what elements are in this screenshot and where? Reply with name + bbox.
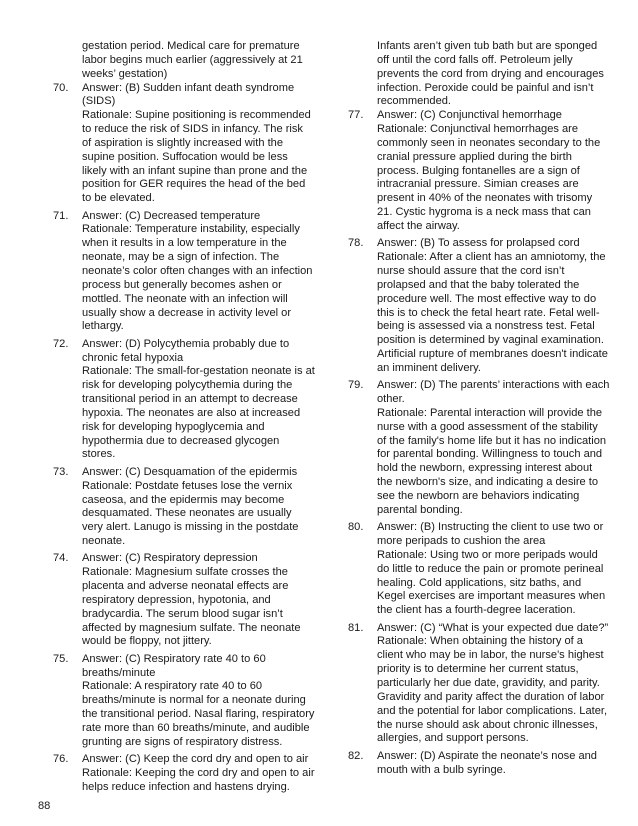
rationale-text: Rationale: Keeping the cord dry and open to air helps reduce infection and hastens drying. <box>82 767 315 793</box>
rationale-text: Rationale: Temperature instability, especially when it results in a low temperature in the neonate, may be a sign of infection. The neonate’s color often changes with an infection process but generally becomes ashen or mottled. The neonate with an infection will usually show a decrease in activity level or lethargy. <box>82 223 313 333</box>
answer-text: Answer: (D) Polycythemia probably due to chronic fetal hypoxia <box>82 337 290 364</box>
item-number: 70. <box>53 81 69 94</box>
rationale-text: Rationale: Postdate fetuses lose the vernix caseosa, and the epidermis may become desquamated. These neonates are usually very alert. Lanugo is missing in the postdate neonate. <box>82 479 299 548</box>
continued-rationale: gestation period. Medical care for premature labor begins much earlier (aggressively at 21 weeks’ gestation) <box>82 40 303 80</box>
item-number: 75. <box>53 652 69 665</box>
answer-text: Answer: (B) To assess for prolapsed cord <box>377 237 580 250</box>
item-number: 71. <box>53 209 69 222</box>
answer-text: Answer: (B) Instructing the client to use two or more peripads to cushion the area <box>377 521 604 548</box>
answer-item <box>53 338 315 463</box>
continued-rationale: Infants aren’t given tub bath but are sponged off until the cord falls off. Petroleum jelly prevents the cord from drying and encourages infection. Peroxide could be painful and isn’t recommended. <box>377 40 604 108</box>
item-number: 81. <box>348 621 364 634</box>
rationale-text: Rationale: Supine positioning is recommended to reduce the risk of SIDS in infancy. The risk of aspiration is slightly increased with the supine position. Suffocation would be less likely with an infant supine than prone and the position for GER requires the head of the bed to be elevated. <box>82 109 311 205</box>
rationale-text: Rationale: Conjunctival hemorrhages are commonly seen in neonates secondary to the cranial pressure applied during the birth process. Bulging fontanelles are a sign of intracranial pressure. Simian creases are present in 40% of the neonates with trisomy 21. Cystic hygroma is a neck mass that can affect the airway. <box>377 123 601 232</box>
answer-item <box>348 237 610 375</box>
answer-text: Answer: (C) Conjunctival hemorrhage <box>377 109 562 122</box>
answer-item <box>348 750 610 778</box>
item-number: 73. <box>53 465 69 478</box>
answer-text: Answer: (B) Sudden infant death syndrome (SIDS) <box>82 81 295 108</box>
answer-text: Answer: (D) Aspirate the neonate’s nose and mouth with a bulb syringe. <box>377 749 597 776</box>
item-number: 78. <box>348 237 364 250</box>
rationale-text: Rationale: Using two or more peripads would do little to reduce the pain or promote perineal healing. Cold applications, sitz baths, and Kegel exercises are important measures when the client has a fourth-degree laceration. <box>377 548 606 617</box>
rationale-text: Rationale: When obtaining the history of a client who may be in labor, the nurse's highest priority is to determine her current status, particularly her due date, gravidity, and parity. Gravidity and parity affect the duration of labor and the potential for labor complications. Later, the nurse should ask about chronic illnesses, allergies, and support persons. <box>377 635 608 745</box>
page-number: 88 <box>38 800 51 812</box>
answer-text: Answer: (D) The parents’ interactions with each other. <box>377 379 610 406</box>
item-number: 82. <box>348 749 364 762</box>
answer-text: Answer: (C) Decreased temperature <box>82 209 261 222</box>
item-number: 77. <box>348 109 364 122</box>
answer-item <box>53 653 315 750</box>
rationale-text: Rationale: After a client has an amniotomy, the nurse should assure that the cord isn’t prolapsed and that the baby tolerated the procedure well. The most effective way to do this is to check the fetal heart rate. Fetal well-being is assessed via a nonstress test. Fetal position is determined by vaginal examination. Artificial rupture of membranes doesn't indicate an imminent delivery. <box>377 251 608 374</box>
answer-item <box>348 379 610 517</box>
answer-text: Answer: (C) “What is your expected due date?” <box>377 621 609 634</box>
answer-item <box>348 521 610 618</box>
answer-text: Answer: (C) Desquamation of the epidermis <box>82 465 298 478</box>
item-number: 76. <box>53 753 69 766</box>
right-column <box>348 40 610 781</box>
rationale-text: Rationale: A respiratory rate 40 to 60 breaths/minute is normal for a neonate during the transitional period. Nasal flaring, respiratory rate more than 60 breaths/minute, and audible grunting are signs of respiratory distress. <box>82 680 315 748</box>
item-number: 74. <box>53 552 69 565</box>
rationale-text: Rationale: Parental interaction will provide the nurse with a good assessment of the stability of the family's home life but it has no indication for parental bonding. Willingness to touch and hold the newborn, expressing interest about the newborn's size, and indicating a desire to see the newborn are behaviors indicating parental bonding. <box>377 406 607 516</box>
rationale-text: Rationale: Magnesium sulfate crosses the placenta and adverse neonatal effects are respiratory depression, hypotonia, and bradycardia. The serum blood sugar isn’t affected by magnesium sulfate. The neonate would be floppy, not jittery. <box>82 566 301 648</box>
answer-text: Answer: (C) Respiratory depression <box>82 552 258 565</box>
answer-text: Answer: (C) Respiratory rate 40 to 60 breaths/minute <box>82 652 266 679</box>
item-number: 80. <box>348 521 364 534</box>
item-number: 79. <box>348 379 364 392</box>
answer-item <box>53 552 315 649</box>
answer-text: Answer: (C) Keep the cord dry and open to air <box>82 753 309 766</box>
answer-item <box>53 466 315 549</box>
answer-item <box>348 109 610 234</box>
answer-item <box>348 622 610 747</box>
rationale-text: Rationale: The small-for-gestation neonate is at risk for developing polycythemia during the transitional period in an attempt to decrease hypoxia. The neonates are also at increased risk for developing hypoglycemia and hypothermia due to decreased glycogen stores. <box>82 365 315 461</box>
answer-item <box>53 753 315 795</box>
answer-item <box>53 82 315 207</box>
item-number: 72. <box>53 337 69 350</box>
answer-item <box>53 210 315 335</box>
left-column <box>53 40 315 798</box>
